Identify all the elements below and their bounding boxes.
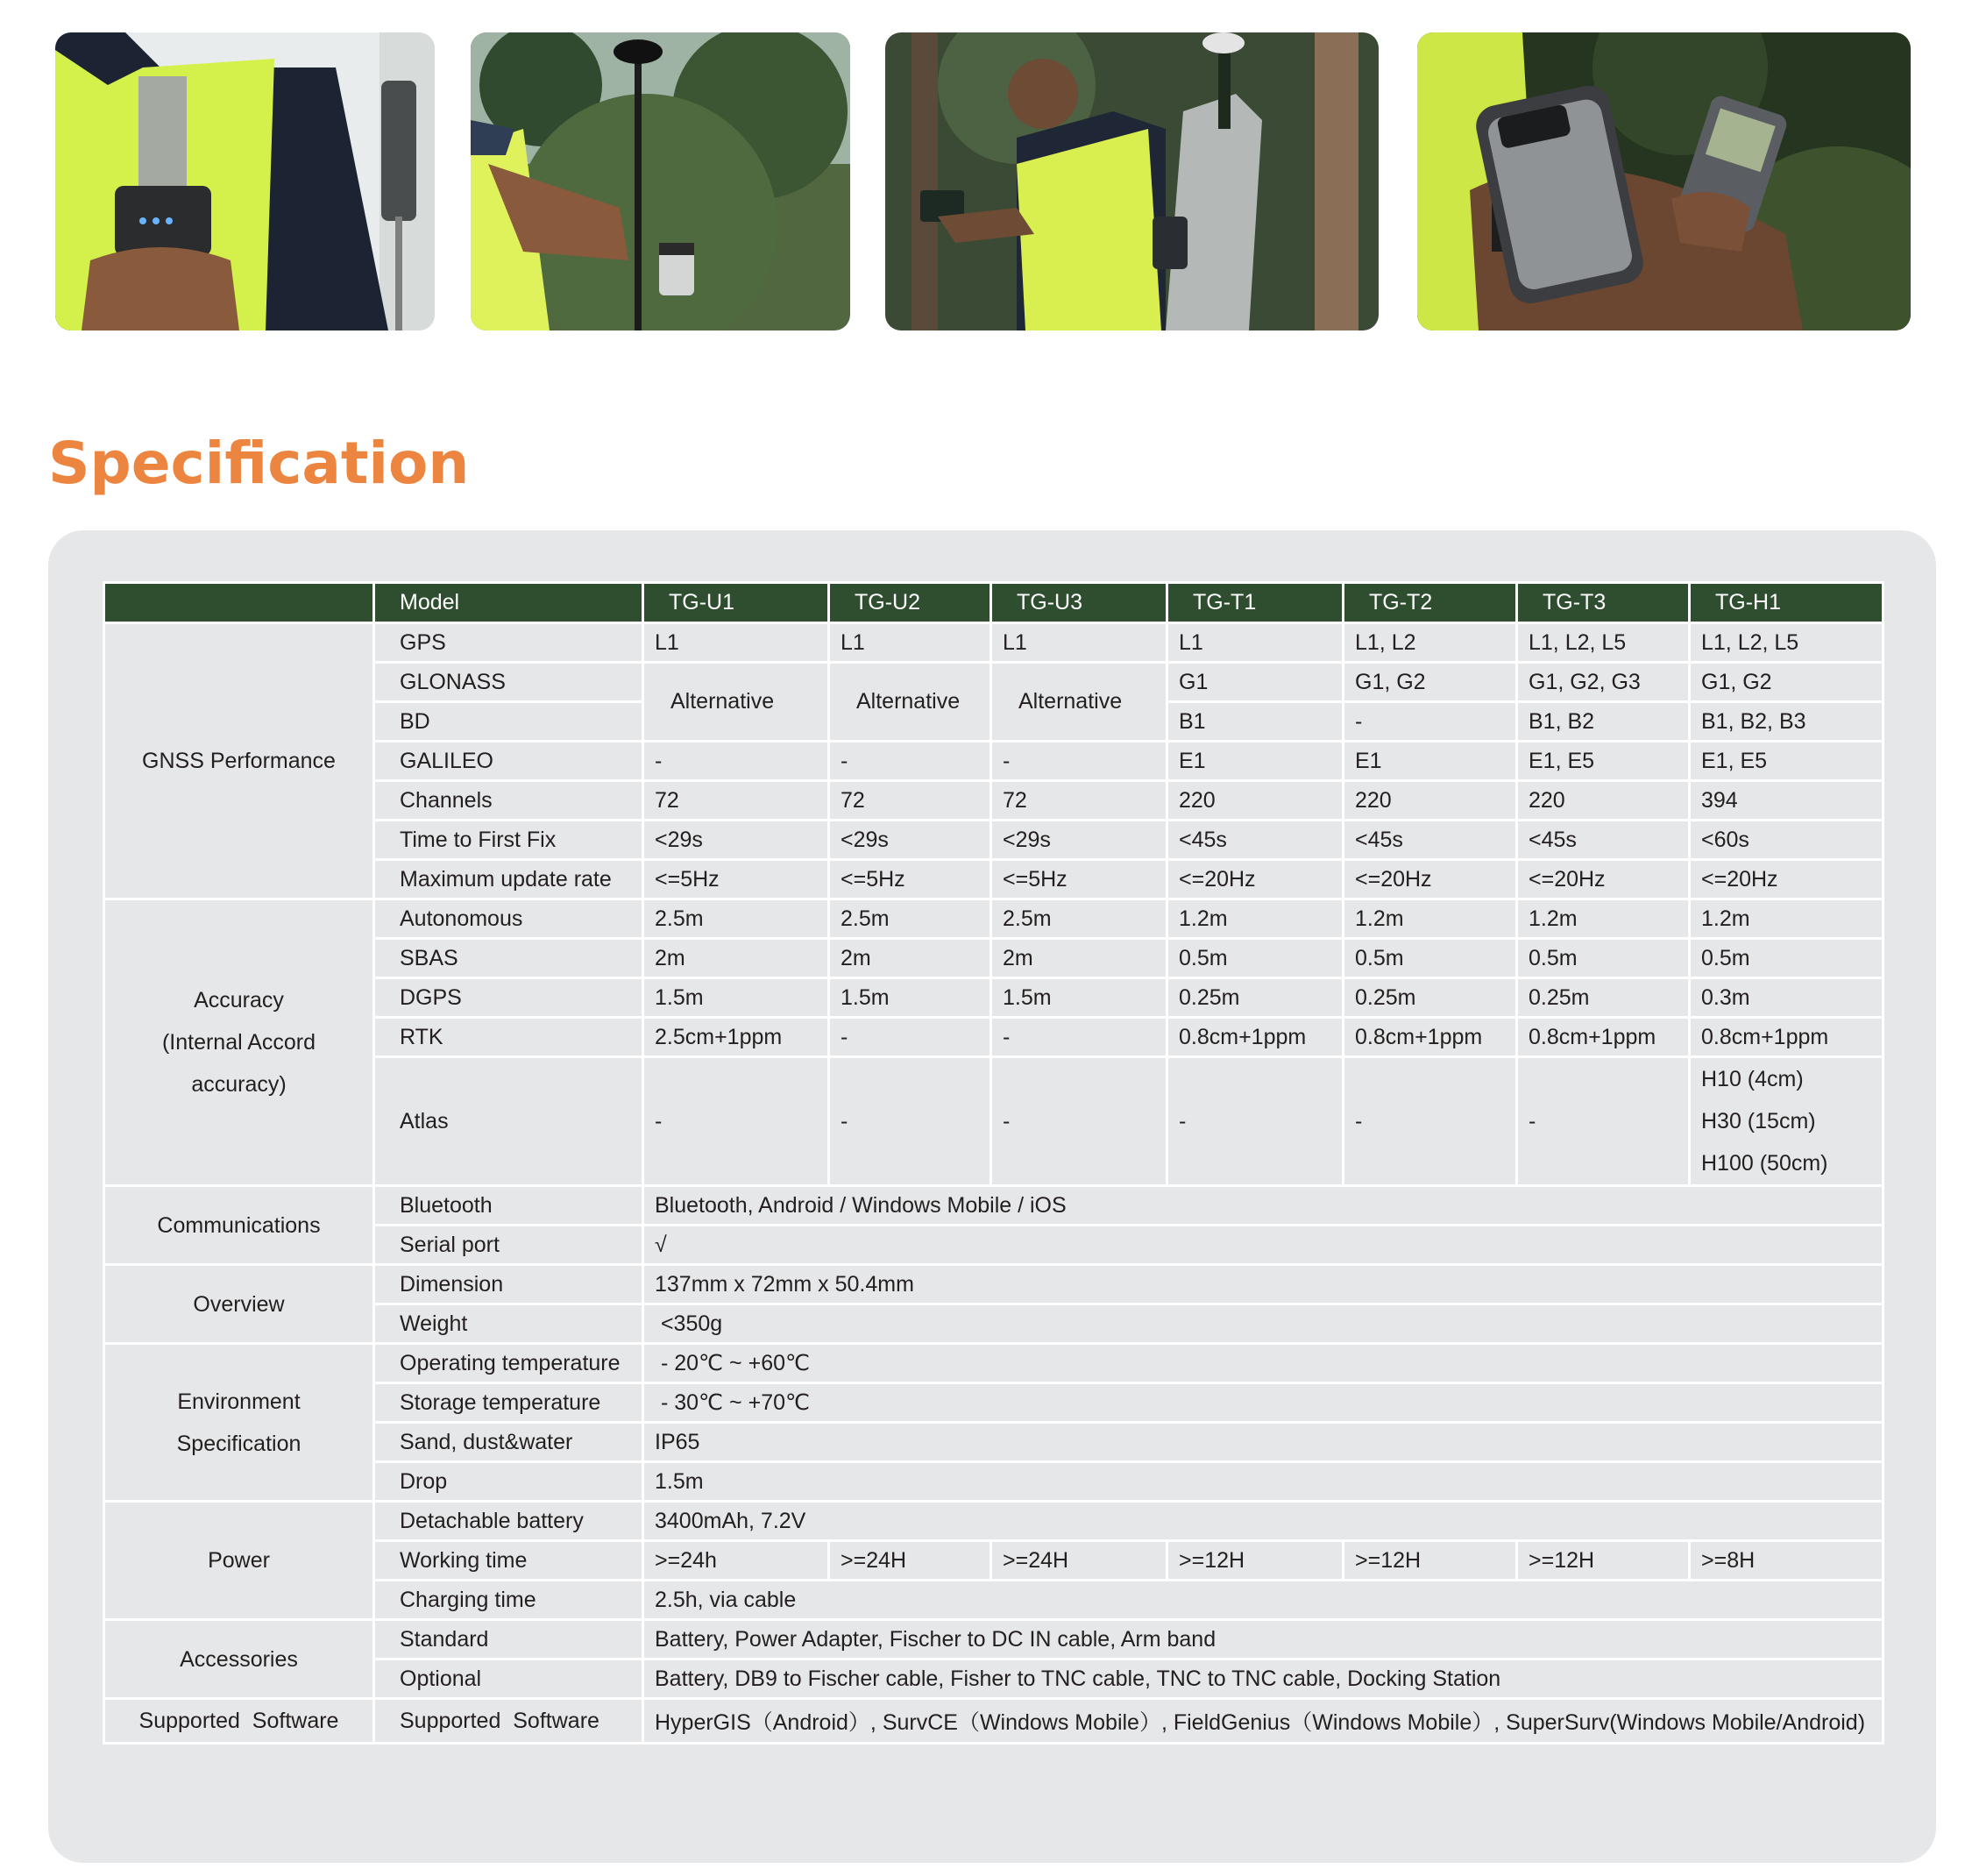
table-cell: L1 xyxy=(991,623,1167,663)
row-label: GPS xyxy=(374,623,643,663)
table-cell: <29s xyxy=(829,821,991,860)
table-cell: 0.25m xyxy=(1344,978,1517,1018)
table-cell: 394 xyxy=(1690,781,1883,821)
table-row-dimension xyxy=(104,1265,1883,1304)
table-cell: 1.2m xyxy=(1344,899,1517,939)
row-label: Working time xyxy=(374,1541,643,1581)
table-cell: <45s xyxy=(1517,821,1690,860)
table-cell: <=20Hz xyxy=(1344,860,1517,899)
header-empty-cell xyxy=(104,583,374,623)
table-cell-atlas-h1 xyxy=(1690,1057,1883,1186)
table-cell: 220 xyxy=(1167,781,1344,821)
header-tg-t1: TG-T1 xyxy=(1167,583,1344,623)
row-label: Sand, dust&water xyxy=(374,1423,643,1462)
header-tg-u3: TG-U3 xyxy=(991,583,1167,623)
table-cell: <=20Hz xyxy=(1167,860,1344,899)
group-accuracy xyxy=(104,899,374,1186)
table-cell: - xyxy=(643,1057,829,1186)
group-environment xyxy=(104,1344,374,1502)
table-cell-alternative: Alternative xyxy=(991,663,1167,742)
table-cell: 2.5cm+1ppm xyxy=(643,1018,829,1057)
row-label: Atlas xyxy=(374,1057,643,1186)
table-cell: - xyxy=(829,1057,991,1186)
table-cell: E1 xyxy=(1167,742,1344,781)
table-cell: 3400mAh, 7.2V xyxy=(643,1502,1883,1541)
table-cell: <29s xyxy=(991,821,1167,860)
atlas-h1-line: H100 (50cm) xyxy=(1701,1151,1828,1176)
table-cell: E1, E5 xyxy=(1517,742,1690,781)
header-tg-u1: TG-U1 xyxy=(643,583,829,623)
table-cell: 0.5m xyxy=(1167,939,1344,978)
spec-table xyxy=(103,581,1884,1745)
table-cell: L1, L2 xyxy=(1344,623,1517,663)
table-cell: <60s xyxy=(1690,821,1883,860)
table-cell: Bluetooth, Android / Windows Mobile / iOS xyxy=(643,1186,1883,1226)
table-cell: 1.5m xyxy=(829,978,991,1018)
row-label: Drop xyxy=(374,1462,643,1502)
row-label: Time to First Fix xyxy=(374,821,643,860)
surveyor-backpack-tablet-photo xyxy=(885,32,1379,330)
group-supported-software: Supported Software xyxy=(104,1699,374,1744)
table-cell: - xyxy=(991,1018,1167,1057)
table-cell: - xyxy=(991,1057,1167,1186)
table-cell: L1, L2, L5 xyxy=(1690,623,1883,663)
page-title: Specification xyxy=(48,430,470,497)
table-cell: G1, G2 xyxy=(1690,663,1883,702)
table-cell: <=5Hz xyxy=(991,860,1167,899)
worker-shoulder-receiver-photo xyxy=(55,32,435,330)
table-cell: 2m xyxy=(643,939,829,978)
table-cell: - xyxy=(991,742,1167,781)
table-cell: 72 xyxy=(829,781,991,821)
table-cell: L1 xyxy=(643,623,829,663)
row-label: GLONASS xyxy=(374,663,643,702)
row-label: Charging time xyxy=(374,1581,643,1620)
table-cell: 1.2m xyxy=(1517,899,1690,939)
table-cell: 2m xyxy=(991,939,1167,978)
row-label: Serial port xyxy=(374,1226,643,1265)
table-row-autonomous xyxy=(104,899,1883,939)
group-gnss-performance: GNSS Performance xyxy=(104,623,374,899)
row-label: Supported Software xyxy=(374,1699,643,1744)
table-row-supported-software xyxy=(104,1699,1883,1744)
table-cell: 220 xyxy=(1344,781,1517,821)
row-label: Maximum update rate xyxy=(374,860,643,899)
table-cell: L1 xyxy=(1167,623,1344,663)
table-cell: E1, E5 xyxy=(1690,742,1883,781)
table-cell: 2.5m xyxy=(829,899,991,939)
table-cell: - xyxy=(829,1018,991,1057)
table-cell: 0.5m xyxy=(1344,939,1517,978)
group-accuracy-line: accuracy) xyxy=(191,1072,287,1097)
table-cell: HyperGIS（Android）, SurvCE（Windows Mobile）, FieldGenius（Windows Mobile）, SuperSurv(Windows Mobile/Android) xyxy=(643,1699,1883,1744)
table-cell: 1.5m xyxy=(991,978,1167,1018)
row-label: Weight xyxy=(374,1304,643,1344)
group-accuracy-line: (Internal Accord xyxy=(161,1030,316,1055)
table-cell: Battery, Power Adapter, Fischer to DC IN cable, Arm band xyxy=(643,1620,1883,1659)
table-cell: E1 xyxy=(1344,742,1517,781)
row-label: Dimension xyxy=(374,1265,643,1304)
table-cell: - 30℃ ~ +70℃ xyxy=(643,1383,1883,1423)
table-cell: >=24H xyxy=(829,1541,991,1581)
header-tg-u2: TG-U2 xyxy=(829,583,991,623)
table-cell: G1, G2 xyxy=(1344,663,1517,702)
group-environment-line: Environment xyxy=(177,1389,301,1414)
table-row-gps xyxy=(104,623,1883,663)
table-cell: 0.3m xyxy=(1690,978,1883,1018)
table-cell: >=12H xyxy=(1167,1541,1344,1581)
table-cell-alternative: Alternative xyxy=(643,663,829,742)
table-cell-alternative: Alternative xyxy=(829,663,991,742)
table-cell: B1, B2, B3 xyxy=(1690,702,1883,742)
group-power: Power xyxy=(104,1502,374,1620)
table-cell: >=12H xyxy=(1517,1541,1690,1581)
table-cell: G1 xyxy=(1167,663,1344,702)
row-label: BD xyxy=(374,702,643,742)
header-tg-t2: TG-T2 xyxy=(1344,583,1517,623)
table-cell: <45s xyxy=(1344,821,1517,860)
table-cell: 137mm x 72mm x 50.4mm xyxy=(643,1265,1883,1304)
header-model: Model xyxy=(374,583,643,623)
row-label: DGPS xyxy=(374,978,643,1018)
table-cell: B1, B2 xyxy=(1517,702,1690,742)
row-label: GALILEO xyxy=(374,742,643,781)
table-cell: - xyxy=(1344,1057,1517,1186)
row-label: Optional xyxy=(374,1659,643,1699)
table-cell: <29s xyxy=(643,821,829,860)
table-cell: >=12H xyxy=(1344,1541,1517,1581)
atlas-h1-line: H10 (4cm) xyxy=(1701,1067,1804,1091)
table-cell: - xyxy=(1167,1057,1344,1186)
table-row-detachable-battery xyxy=(104,1502,1883,1541)
table-cell: 0.8cm+1ppm xyxy=(1167,1018,1344,1057)
table-cell: 1.5m xyxy=(643,1462,1883,1502)
table-cell: √ xyxy=(643,1226,1883,1265)
table-cell: B1 xyxy=(1167,702,1344,742)
table-cell: IP65 xyxy=(643,1423,1883,1462)
table-cell: >=24h xyxy=(643,1541,829,1581)
row-label: Operating temperature xyxy=(374,1344,643,1383)
group-communications: Communications xyxy=(104,1186,374,1265)
table-cell: L1 xyxy=(829,623,991,663)
row-label: SBAS xyxy=(374,939,643,978)
table-cell: - xyxy=(1344,702,1517,742)
table-cell: 0.8cm+1ppm xyxy=(1690,1018,1883,1057)
table-cell: 1.2m xyxy=(1690,899,1883,939)
group-accessories: Accessories xyxy=(104,1620,374,1699)
armband-receiver-handheld-photo xyxy=(1417,32,1911,330)
table-cell: 0.25m xyxy=(1517,978,1690,1018)
table-cell: 0.25m xyxy=(1167,978,1344,1018)
table-cell: <=5Hz xyxy=(829,860,991,899)
table-cell: <=5Hz xyxy=(643,860,829,899)
table-cell: - 20℃ ~ +60℃ xyxy=(643,1344,1883,1383)
table-cell: 0.5m xyxy=(1690,939,1883,978)
table-cell: 0.8cm+1ppm xyxy=(1517,1018,1690,1057)
table-cell: <45s xyxy=(1167,821,1344,860)
table-cell: 2.5h, via cable xyxy=(643,1581,1883,1620)
row-label: Bluetooth xyxy=(374,1186,643,1226)
table-cell: 2.5m xyxy=(991,899,1167,939)
table-cell: - xyxy=(829,742,991,781)
photo-strip xyxy=(0,0,1972,351)
header-tg-h1: TG-H1 xyxy=(1690,583,1883,623)
table-cell: Battery, DB9 to Fischer cable, Fisher to TNC cable, TNC to TNC cable, Docking Station xyxy=(643,1659,1883,1699)
table-cell: 0.5m xyxy=(1517,939,1690,978)
row-label: Detachable battery xyxy=(374,1502,643,1541)
table-cell: <=20Hz xyxy=(1690,860,1883,899)
group-overview: Overview xyxy=(104,1265,374,1344)
table-cell: - xyxy=(1517,1057,1690,1186)
table-cell: >=8H xyxy=(1690,1541,1883,1581)
table-cell: - xyxy=(643,742,829,781)
atlas-h1-line: H30 (15cm) xyxy=(1701,1109,1816,1133)
row-label: Standard xyxy=(374,1620,643,1659)
row-label: Autonomous xyxy=(374,899,643,939)
table-cell: 220 xyxy=(1517,781,1690,821)
group-environment-line: Specification xyxy=(176,1431,301,1456)
table-cell: 2m xyxy=(829,939,991,978)
header-tg-t3: TG-T3 xyxy=(1517,583,1690,623)
table-cell: 72 xyxy=(991,781,1167,821)
group-accuracy-line: Accuracy xyxy=(194,988,284,1013)
row-label: RTK xyxy=(374,1018,643,1057)
table-cell: <350g xyxy=(643,1304,1883,1344)
table-cell: 2.5m xyxy=(643,899,829,939)
table-cell: 1.5m xyxy=(643,978,829,1018)
table-cell: >=24H xyxy=(991,1541,1167,1581)
surveyor-pole-antenna-photo xyxy=(471,32,850,330)
row-label: Channels xyxy=(374,781,643,821)
table-cell: 72 xyxy=(643,781,829,821)
table-cell: G1, G2, G3 xyxy=(1517,663,1690,702)
table-header-row xyxy=(104,583,1883,623)
table-cell: 1.2m xyxy=(1167,899,1344,939)
table-cell: L1, L2, L5 xyxy=(1517,623,1690,663)
table-cell: 0.8cm+1ppm xyxy=(1344,1018,1517,1057)
table-cell: <=20Hz xyxy=(1517,860,1690,899)
table-row-bluetooth xyxy=(104,1186,1883,1226)
table-row-operating-temperature xyxy=(104,1344,1883,1383)
row-label: Storage temperature xyxy=(374,1383,643,1423)
table-row-standard xyxy=(104,1620,1883,1659)
